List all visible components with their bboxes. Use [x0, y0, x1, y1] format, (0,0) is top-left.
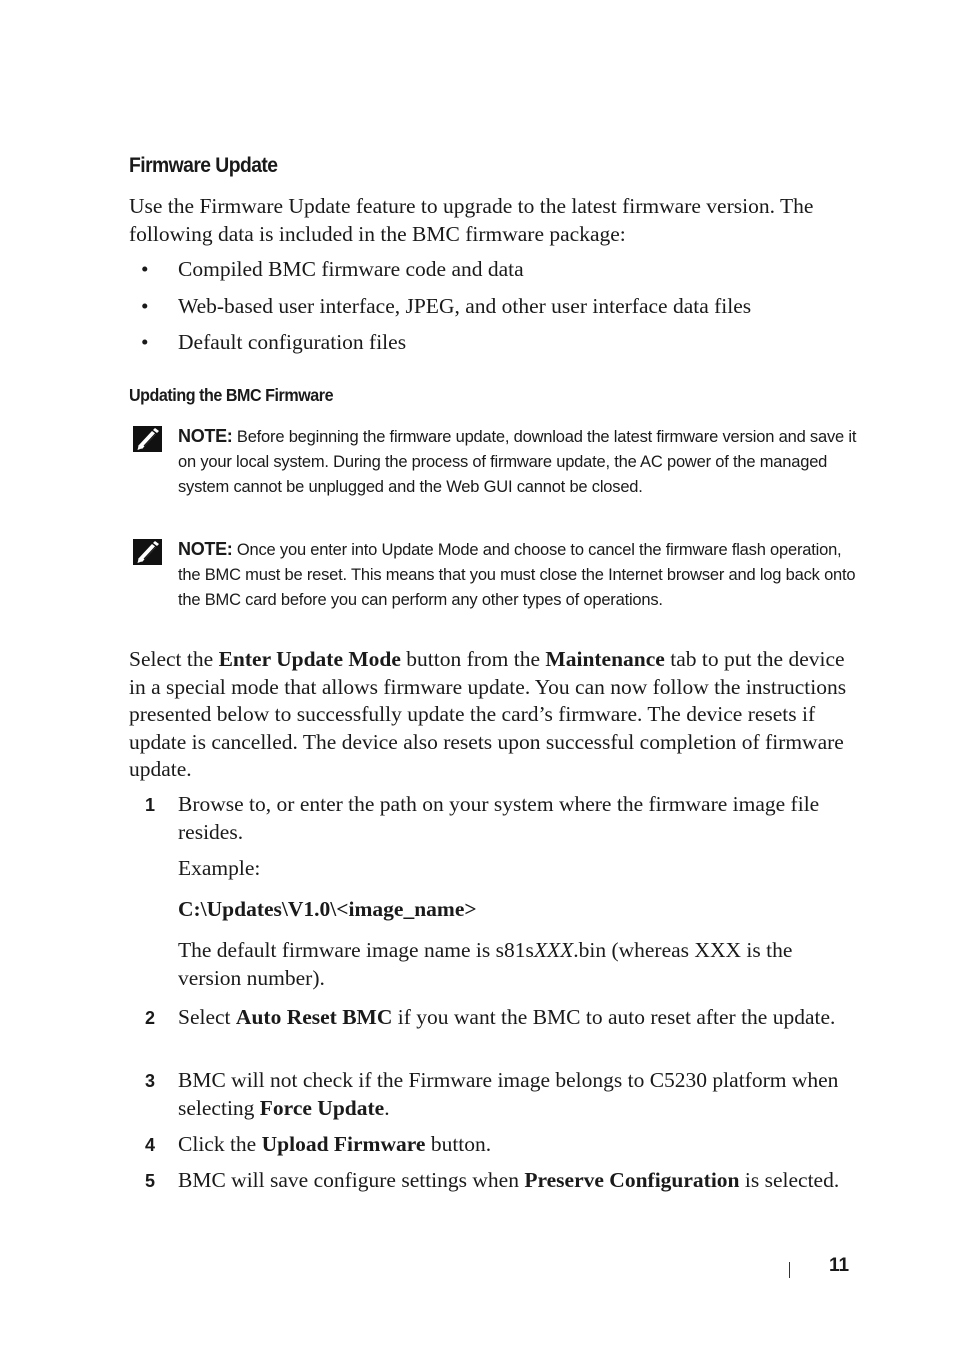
list-item: • Web-based user interface, JPEG, and other user interface data files	[129, 293, 869, 330]
example-label: Example:	[178, 856, 261, 880]
note-label: NOTE:	[178, 426, 233, 446]
section-title: Firmware Update	[129, 154, 278, 177]
note-text: NOTE: Before beginning the firmware update, download the latest firmware version and save it on your local system. During the process of firmware update, the AC power of the managed system cannot be unplugged and the Web GUI cannot be closed.	[178, 426, 857, 496]
step-item	[129, 1004, 869, 1067]
step-item	[129, 1131, 869, 1167]
intro-paragraph: Use the Firmware Update feature to upgrade to the latest firmware version. The following data is included in the BMC firmware package:	[129, 194, 814, 246]
ui-term: Maintenance	[545, 647, 665, 671]
update-mode-paragraph: Select the Enter Update Mode button from the Maintenance tab to put the device in a special mode that allows firmware update. You can now follow the instructions presented below to successfully update the card’s firmware. The device resets if update is cancelled. The device also resets upon successful completion of firmware update.	[129, 647, 847, 781]
bullet-icon: •	[141, 330, 149, 354]
bullet-icon: •	[141, 293, 149, 318]
example-path: C:\Updates\V1.0\<image_name>	[178, 897, 477, 921]
ui-term: Enter Update Mode	[218, 647, 401, 671]
default-image-name: The default firmware image name is s81sXXX.bin (whereas XXX is the version number).	[178, 938, 793, 990]
note-label: NOTE:	[178, 539, 233, 559]
ui-term: Force Update	[259, 1095, 385, 1120]
step-number: 5	[145, 1171, 156, 1191]
list-item: • Default configuration files	[129, 329, 869, 366]
step-text: Click the Upload Firmware button.	[178, 1132, 492, 1156]
step-item	[129, 1067, 869, 1131]
bullet-icon: •	[141, 257, 149, 281]
step-text: BMC will save configure settings when Preserve Configuration is selected.	[178, 1168, 840, 1192]
step-text: Browse to, or enter the path on your system where the firmware image file resides.	[178, 792, 820, 844]
footer-divider	[789, 1262, 790, 1278]
note-pencil-icon	[133, 426, 162, 452]
note-pencil-icon	[133, 539, 162, 565]
step-number: 1	[145, 795, 156, 815]
step-item	[129, 1167, 869, 1203]
note-text: NOTE: Once you enter into Update Mode and choose to cancel the firmware flash operation, the BMC must be reset. This means that you must close the Internet browser and log back onto the BMC card before you can perform any other types of operations.	[178, 539, 856, 609]
step-text: Select Auto Reset BMC if you want the BMC to auto reset after the update.	[178, 1005, 836, 1029]
list-item: • Compiled BMC firmware code and data	[129, 256, 869, 293]
ui-term: Upload Firmware	[261, 1132, 426, 1156]
ui-term: Auto Reset BMC	[235, 1005, 393, 1029]
steps-list	[129, 791, 869, 1203]
bullet-list	[129, 256, 869, 366]
step-number: 4	[145, 1135, 156, 1155]
step-item	[129, 791, 869, 1004]
step-text: BMC will not check if the Firmware image belongs to C5230 platform when selecting Force Update.	[178, 1068, 839, 1120]
step-number: 2	[145, 1008, 156, 1028]
step-number: 3	[145, 1071, 156, 1091]
subsection-title: Updating the BMC Firmware	[129, 385, 334, 405]
page-number: 11	[829, 1255, 850, 1276]
ui-term: Preserve Configuration	[524, 1168, 740, 1192]
